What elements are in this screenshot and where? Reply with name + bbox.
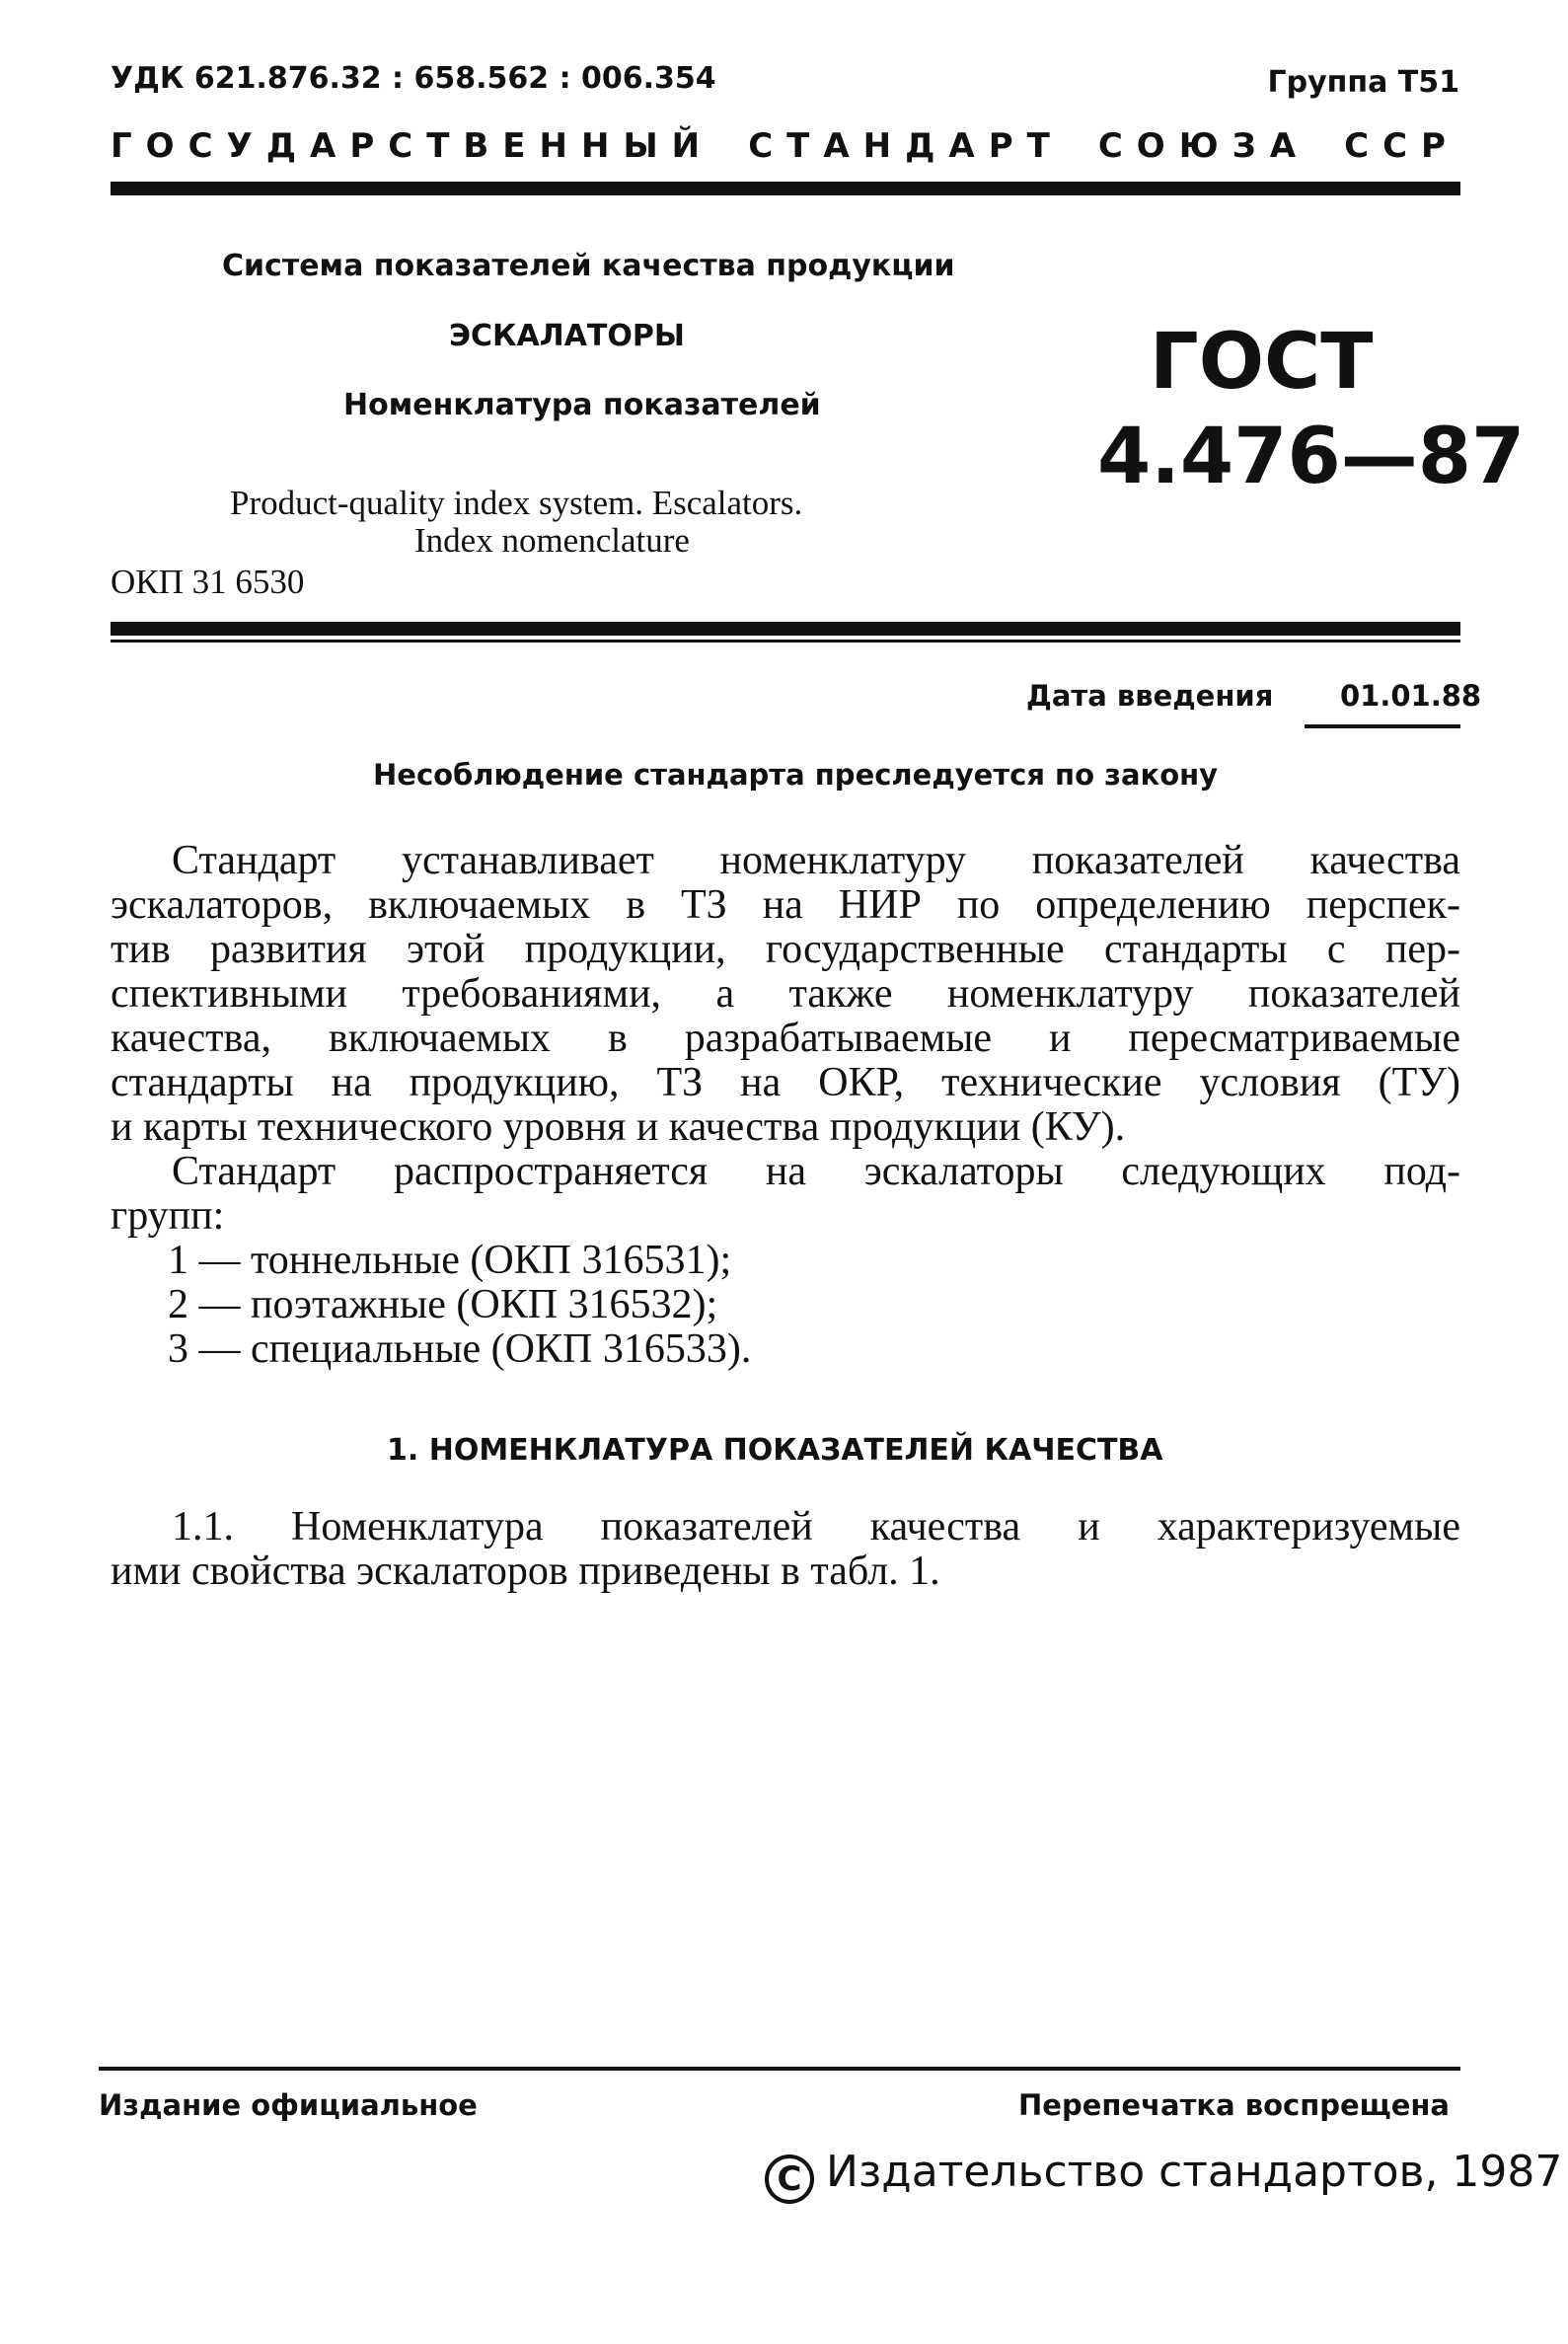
- section-heading: 1. НОМЕНКЛАТУРА ПОКАЗАТЕЛЕЙ КАЧЕСТВА: [387, 1433, 1163, 1468]
- paragraph-line: ими свойства эскалаторов приведены в табл. 1.: [111, 1549, 940, 1594]
- paragraph-line: спективными требованиями, а также номенклатуру показателей: [111, 971, 1460, 1017]
- gost-label: ГОСТ: [1150, 318, 1374, 407]
- list-item: 1 — тоннельные (ОКП 316531);: [168, 1238, 732, 1283]
- paragraph-line: тив развития этой продукции, государственные стандарты с пер-: [111, 927, 1460, 972]
- title-block-rule-thin: [111, 640, 1460, 643]
- english-title-line-1: Product-quality index system. Escalators.: [230, 484, 803, 522]
- copyright-line: [765, 2147, 1562, 2204]
- udk-code: УДК 621.876.32 : 658.562 : 006.354: [111, 61, 716, 96]
- date-value: 01.01.88: [1340, 679, 1482, 713]
- paragraph-scope: [111, 839, 1460, 1150]
- gost-number: 4.476—87: [1097, 413, 1526, 501]
- state-standard-word-2: СТАНДАРТ: [748, 126, 1064, 166]
- paragraph-line: и карты технического уровня и качества продукции (КУ).: [111, 1104, 1126, 1150]
- list-item: 3 — специальные (ОКП 316533).: [168, 1326, 752, 1372]
- copyright-text: Издательство стандартов, 1987: [826, 2147, 1563, 2197]
- paragraph-line: эскалаторов, включаемых в ТЗ на НИР по определению перспек-: [111, 882, 1460, 928]
- paragraph-line: 1.1. Номенклатура показателей качества и характеризуемые: [172, 1504, 1460, 1550]
- nomenclature-title: Номенклатура показателей: [343, 388, 821, 422]
- state-standard-word-4: ССР: [1344, 126, 1459, 166]
- state-standard-word-3: СОЮЗА: [1097, 126, 1310, 166]
- list-item: 2 — поэтажные (ОКП 316532);: [168, 1282, 718, 1327]
- date-underline: [1305, 724, 1460, 728]
- paragraph-1-1: [111, 1505, 1460, 1594]
- date-label: Дата введения: [1026, 679, 1274, 713]
- english-title-line-2: Index nomenclature: [414, 521, 690, 560]
- product-title: ЭСКАЛАТОРЫ: [449, 319, 685, 353]
- official-edition-label: Издание официальное: [99, 2088, 478, 2122]
- state-standard-heading: [111, 126, 1459, 166]
- paragraph-line: Стандарт устанавливает номенклатуру показателей качества: [172, 838, 1460, 883]
- paragraph-line: Стандарт распространяется на эскалаторы следующих под-: [172, 1149, 1460, 1194]
- system-title: Система показателей качества продукции: [222, 249, 955, 283]
- header-rule: [111, 182, 1460, 195]
- paragraph-line: качества, включаемых в разрабатываемые и пересматриваемые: [111, 1016, 1460, 1061]
- okp-code: ОКП 31 6530: [111, 563, 305, 601]
- state-standard-word-1: ГОСУДАРСТВЕННЫЙ: [111, 126, 714, 166]
- subgroup-list: [168, 1239, 751, 1372]
- reprint-prohibited-label: Перепечатка воспрещена: [1018, 2088, 1450, 2122]
- copyright-icon: C: [765, 2155, 814, 2204]
- footer-rule: [99, 2067, 1460, 2071]
- title-block-rule-thick: [111, 622, 1460, 636]
- group-code: Группа Т51: [1267, 65, 1459, 100]
- legal-warning: Несоблюдение стандарта преследуется по закону: [373, 758, 1219, 792]
- paragraph-line: стандарты на продукцию, ТЗ на ОКР, технические условия (ТУ): [111, 1060, 1460, 1105]
- paragraph-subgroups: [111, 1150, 1460, 1239]
- paragraph-line: групп:: [111, 1193, 225, 1239]
